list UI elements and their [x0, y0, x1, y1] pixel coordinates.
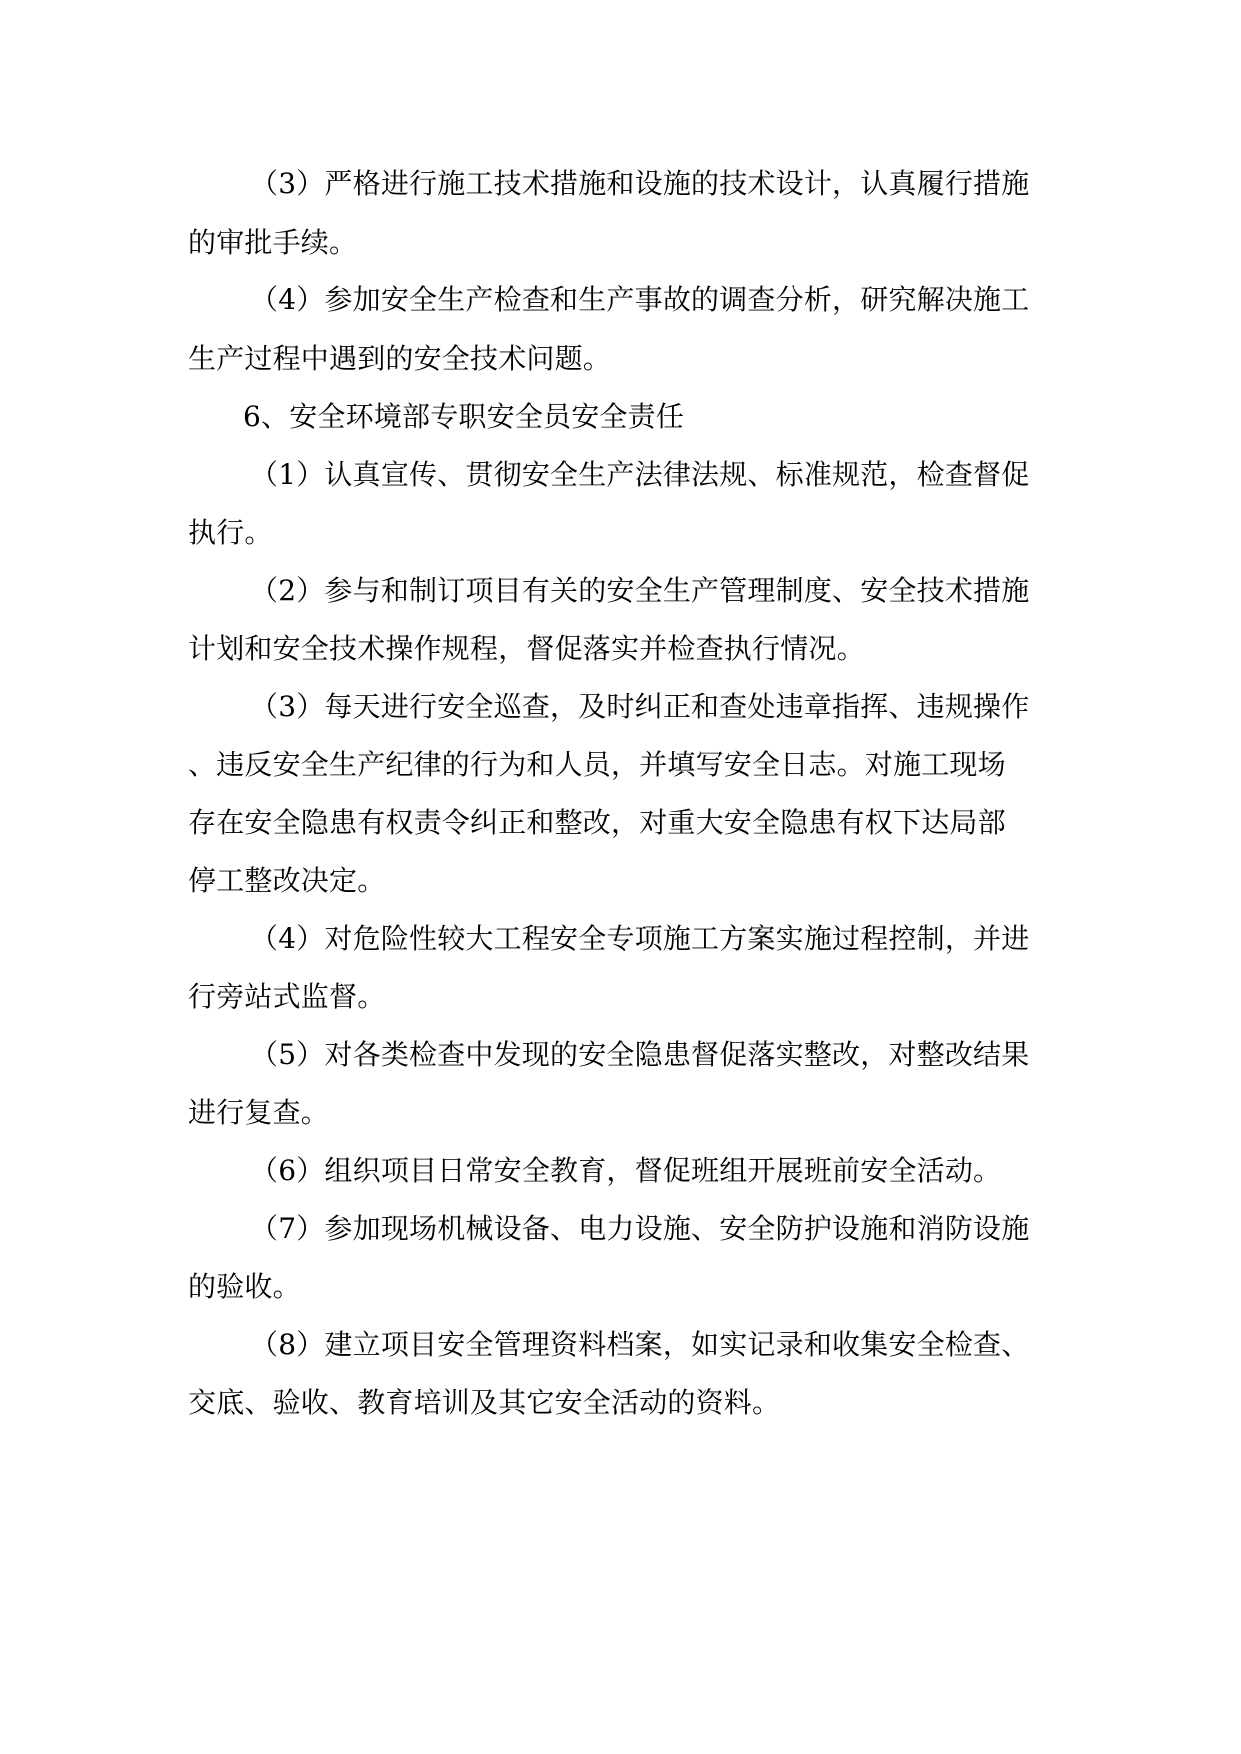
section-heading: 6、安全环境部专职安全员安全责任	[243, 400, 685, 433]
text-line: 行旁站式监督。	[188, 980, 386, 1013]
text-line: （4）对危险性较大工程安全专项施工方案实施过程控制，并进	[250, 922, 1030, 955]
text-line: （6）组织项目日常安全教育，督促班组开展班前安全活动。	[250, 1154, 1002, 1187]
text-line: 交底、验收、教育培训及其它安全活动的资料。	[188, 1386, 781, 1419]
text-line: （7）参加现场机械设备、电力设施、安全防护设施和消防设施	[250, 1212, 1030, 1245]
text-line: 存在安全隐患有权责令纠正和整改，对重大安全隐患有权下达局部	[188, 806, 1006, 839]
text-line: （3）严格进行施工技术措施和设施的技术设计，认真履行措施	[250, 167, 1030, 200]
text-line: 执行。	[188, 516, 273, 549]
text-line: 停工整改决定。	[188, 864, 386, 897]
text-line: 进行复查。	[188, 1096, 330, 1129]
text-line: （1）认真宣传、贯彻安全生产法律法规、标准规范，检查督促	[250, 458, 1030, 491]
text-line: 的验收。	[188, 1270, 301, 1303]
text-line: 的审批手续。	[188, 226, 358, 259]
text-line: 计划和安全技术操作规程，督促落实并检查执行情况。	[188, 632, 865, 665]
text-line: （5）对各类检查中发现的安全隐患督促落实整改，对整改结果	[250, 1038, 1030, 1071]
text-line: （8）建立项目安全管理资料档案，如实记录和收集安全检查、	[250, 1328, 1030, 1361]
text-line: （3）每天进行安全巡查，及时纠正和查处违章指挥、违规操作	[250, 690, 1030, 723]
text-line: 、违反安全生产纪律的行为和人员，并填写安全日志。对施工现场	[188, 748, 1006, 781]
text-line: 生产过程中遇到的安全技术问题。	[188, 342, 612, 375]
text-line: （4）参加安全生产检查和生产事故的调查分析，研究解决施工	[250, 283, 1030, 316]
text-line: （2）参与和制订项目有关的安全生产管理制度、安全技术措施	[250, 574, 1030, 607]
